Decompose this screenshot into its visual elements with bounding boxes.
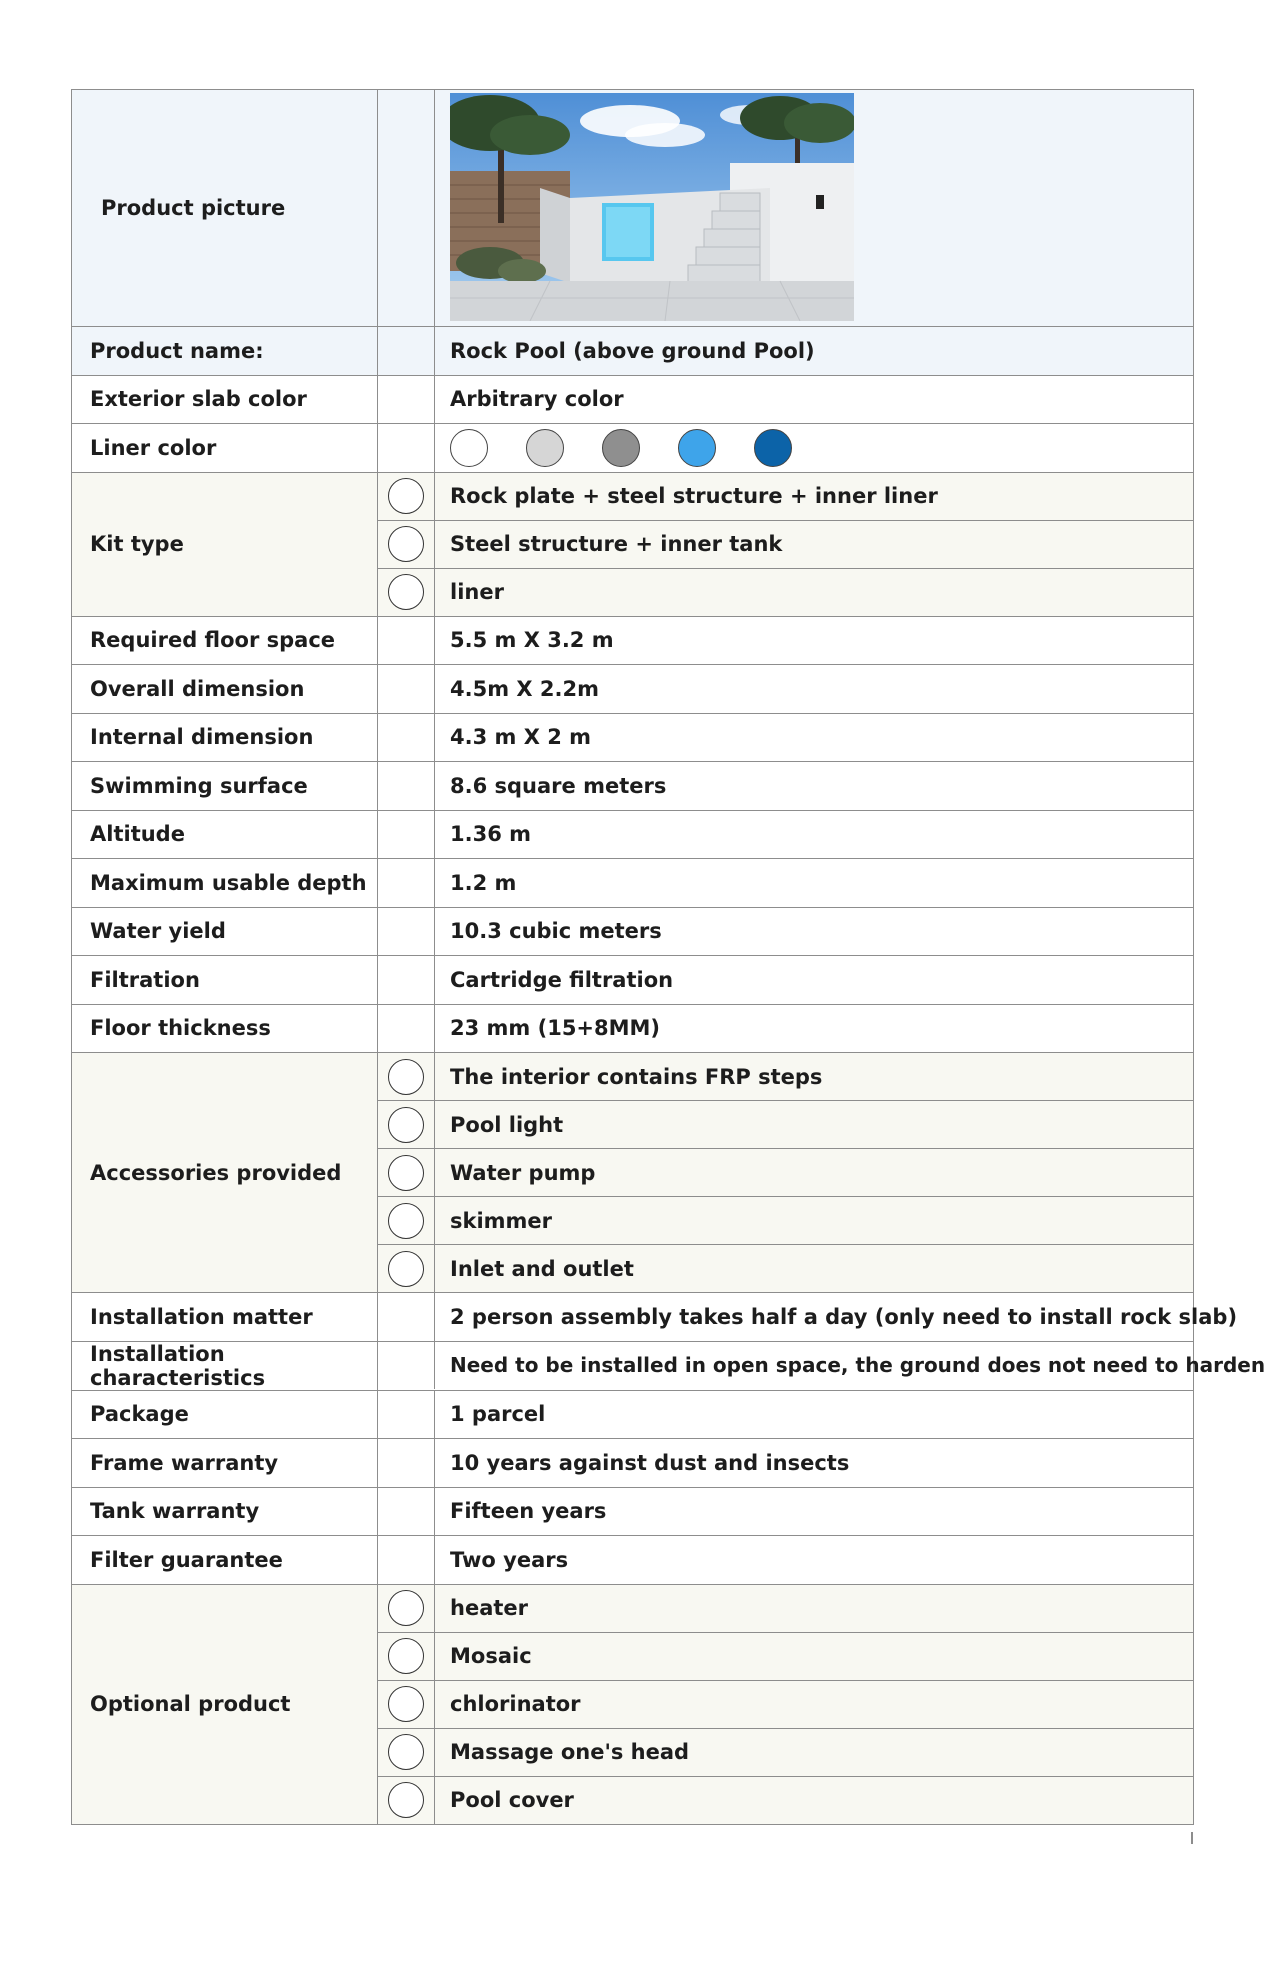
- spec-label: Floor thickness: [72, 1005, 378, 1053]
- pool-water: [606, 207, 650, 257]
- accessory-radio[interactable]: [388, 1155, 424, 1191]
- spec-value: 23 mm (15+8MM): [450, 1016, 661, 1041]
- optional-option: chlorinator: [450, 1692, 581, 1716]
- optional-radio[interactable]: [388, 1734, 424, 1770]
- detail-value: Two years: [450, 1547, 569, 1572]
- spec-value: 1.2 m: [450, 870, 517, 895]
- spec-label: Overall dimension: [72, 665, 378, 713]
- accessory-radio[interactable]: [388, 1107, 424, 1143]
- optional-option: Massage one's head: [450, 1740, 690, 1764]
- spec-row: [72, 617, 1193, 666]
- product-name-value: Rock Pool (above ground Pool): [450, 338, 815, 363]
- detail-label: Filter guarantee: [72, 1536, 378, 1584]
- tree-canopy: [784, 103, 854, 143]
- detail-value: 2 person assembly takes half a day (only need to install rock slab): [450, 1304, 1238, 1329]
- liner-color-swatches: [435, 424, 1193, 472]
- spec-row: [72, 908, 1193, 957]
- detail-row: [72, 1439, 1193, 1488]
- detail-row: [72, 1536, 1193, 1585]
- optional-radio[interactable]: [388, 1782, 424, 1818]
- spec-label: Water yield: [72, 908, 378, 956]
- spec-label: Required floor space: [72, 617, 378, 665]
- liner-swatch-light-gray[interactable]: [526, 429, 564, 467]
- spec-label: Swimming surface: [72, 762, 378, 810]
- liner-color-label: Liner color: [72, 424, 378, 472]
- table-edge-tick: [1191, 1832, 1193, 1844]
- optional-label: Optional product: [72, 1585, 378, 1824]
- detail-row: [72, 1293, 1238, 1342]
- accessories-group: [72, 1053, 1193, 1293]
- spec-row: [72, 956, 1193, 1005]
- accessory-radio[interactable]: [388, 1059, 424, 1095]
- optional-radio[interactable]: [388, 1590, 424, 1626]
- detail-row: [72, 1488, 1193, 1537]
- detail-label: Package: [72, 1391, 378, 1439]
- pool-photo: [450, 93, 854, 321]
- optional-option: Pool cover: [450, 1788, 574, 1812]
- spec-label: Altitude: [72, 811, 378, 859]
- selector-cell: [378, 424, 435, 472]
- optional-group: [72, 1585, 1193, 1825]
- optional-option: Mosaic: [450, 1644, 532, 1668]
- product-picture-label: Product picture: [72, 90, 378, 326]
- kit-option-radio[interactable]: [388, 574, 424, 610]
- liner-swatch-gray[interactable]: [602, 429, 640, 467]
- liner-swatch-light-blue[interactable]: [678, 429, 716, 467]
- kit-type-label: Kit type: [72, 473, 378, 616]
- kit-type-group: [72, 473, 1193, 617]
- kit-option: liner: [450, 580, 504, 604]
- detail-label: Frame warranty: [72, 1439, 378, 1487]
- spec-value: 1.36 m: [450, 822, 532, 847]
- spec-value: 8.6 square meters: [450, 773, 667, 798]
- spec-label: Internal dimension: [72, 714, 378, 762]
- spec-row: [72, 1005, 1193, 1054]
- accessory-radio[interactable]: [388, 1203, 424, 1239]
- selector-cell: [378, 327, 435, 375]
- kit-option-radio[interactable]: [388, 526, 424, 562]
- wall-lamp: [816, 195, 824, 209]
- spec-label: Maximum usable depth: [72, 859, 378, 907]
- product-name-row: [72, 327, 1193, 376]
- accessory-option: Inlet and outlet: [450, 1256, 634, 1281]
- selector-cell: [378, 90, 435, 326]
- accessory-option: skimmer: [450, 1208, 553, 1233]
- detail-value: Fifteen years: [450, 1499, 607, 1524]
- accessory-option: Water pump: [450, 1160, 596, 1185]
- optional-radio[interactable]: [388, 1638, 424, 1674]
- detail-label: Installation characteristics: [72, 1342, 378, 1390]
- spec-table: [71, 89, 1266, 1825]
- accessory-radio[interactable]: [388, 1251, 424, 1287]
- detail-value: 1 parcel: [450, 1402, 546, 1427]
- accessory-option: The interior contains FRP steps: [450, 1064, 823, 1089]
- tree-canopy: [490, 115, 570, 155]
- accessory-option: Pool light: [450, 1112, 564, 1137]
- spec-row: [72, 762, 1193, 811]
- exterior-slab-color-value: Arbitrary color: [450, 387, 624, 412]
- detail-value: Need to be installed in open space, the ground does not need to harden: [450, 1353, 1266, 1378]
- shrub: [498, 259, 546, 283]
- exterior-slab-color-label: Exterior slab color: [72, 376, 378, 424]
- spec-value: 5.5 m X 3.2 m: [450, 628, 614, 653]
- detail-label: Installation matter: [72, 1293, 378, 1341]
- detail-row: [72, 1391, 1193, 1440]
- spec-row: [72, 714, 1193, 763]
- liner-swatch-white[interactable]: [450, 429, 488, 467]
- spec-value: 4.5m X 2.2m: [450, 676, 599, 701]
- spec-row: [72, 811, 1193, 860]
- product-picture-row: [72, 90, 1193, 327]
- optional-option: heater: [450, 1596, 529, 1620]
- kit-option: Rock plate + steel structure + inner liner: [450, 484, 938, 508]
- optional-radio[interactable]: [388, 1686, 424, 1722]
- liner-swatch-dark-blue[interactable]: [754, 429, 792, 467]
- spec-label: Filtration: [72, 956, 378, 1004]
- kit-option-radio[interactable]: [388, 478, 424, 514]
- exterior-slab-color-row: [72, 376, 1193, 425]
- accessories-label: Accessories provided: [72, 1053, 378, 1292]
- detail-label: Tank warranty: [72, 1488, 378, 1536]
- cloud: [625, 123, 705, 147]
- selector-cell: [378, 376, 435, 424]
- liner-color-row: [72, 424, 1193, 473]
- spec-value: 4.3 m X 2 m: [450, 725, 592, 750]
- spec-row: [72, 665, 1193, 714]
- spec-value: Cartridge filtration: [450, 967, 674, 992]
- detail-row: [72, 1341, 1266, 1391]
- spec-row: [72, 859, 1193, 908]
- product-name-label: Product name:: [72, 327, 378, 375]
- photo-cell: [435, 90, 1193, 326]
- spec-value: 10.3 cubic meters: [450, 919, 662, 944]
- patio-ground: [450, 281, 854, 321]
- kit-option: Steel structure + inner tank: [450, 532, 783, 556]
- detail-value: 10 years against dust and insects: [450, 1450, 850, 1475]
